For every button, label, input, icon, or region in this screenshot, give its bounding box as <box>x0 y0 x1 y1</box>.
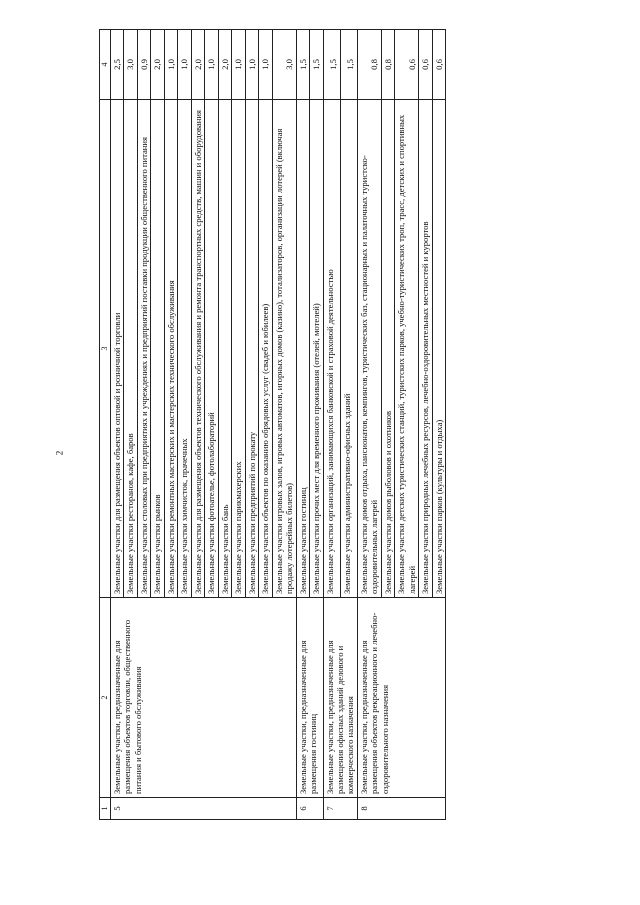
row-value: 0,6 <box>419 30 432 100</box>
row-description: Земельные участки объектов по оказанию обрядовых услуг (свадеб и юбилеев) <box>259 100 272 598</box>
row-value: 2,0 <box>218 30 231 100</box>
row-value: 3,0 <box>272 30 296 100</box>
header-cell: 3 <box>100 100 111 598</box>
table-row <box>357 30 381 820</box>
row-value: 1,0 <box>232 30 245 100</box>
row-description: Земельные участки детских туристических станций, туристских парков, учебно-туристических троп, трасс, детских и спортивных лагерей <box>395 100 419 598</box>
header-cell: 2 <box>100 598 111 798</box>
row-description: Земельные участки организаций, занимающихся банковской и страховой деятельностью <box>323 100 340 598</box>
group-category: Земельные участки, предназначенные для размещения офисных зданий делового и коммерческого назначения <box>323 598 357 798</box>
row-description: Земельные участки химчисток, прачечных <box>178 100 191 598</box>
row-value: 0,8 <box>381 30 394 100</box>
row-value: 2,5 <box>110 30 123 100</box>
row-value: 1,5 <box>296 30 309 100</box>
row-value: 1,5 <box>323 30 340 100</box>
table-header-row <box>100 30 111 820</box>
row-description: Земельные участки рынков <box>151 100 164 598</box>
row-value: 1,0 <box>178 30 191 100</box>
header-cell: 1 <box>100 798 111 820</box>
row-value: 0,6 <box>395 30 419 100</box>
row-description: Земельные участки для размещения объектов технического обслуживания и ремонта транспортных средств, машин и оборудования <box>191 100 204 598</box>
row-description: Земельные участки ресторанов, кафе, баров <box>124 100 137 598</box>
row-description: Земельные участки природных лечебных ресурсов, лечебно-оздоровительных местностей и курортов <box>419 100 432 598</box>
row-description: Земельные участки гостиниц <box>296 100 309 598</box>
group-category: Земельные участки, предназначенные для размещения гостиниц <box>296 598 323 798</box>
row-value: 0,9 <box>137 30 150 100</box>
row-description: Земельные участки для размещения объектов оптовой и розничной торговли <box>110 100 123 598</box>
row-value: 0,6 <box>432 30 445 100</box>
table-row <box>323 30 340 820</box>
group-number: 6 <box>296 798 323 820</box>
table-row <box>110 30 123 820</box>
row-description: Земельные участки парикмахерских <box>232 100 245 598</box>
rates-table <box>99 29 446 820</box>
group-number: 8 <box>357 798 445 820</box>
header-cell: 4 <box>100 30 111 100</box>
row-value: 1,5 <box>340 30 357 100</box>
table-row <box>296 30 309 820</box>
row-description: Земельные участки предприятий по прокату <box>245 100 258 598</box>
row-description: Земельные участки игровых залов, игровых автоматов, игорных домов (казино), тотализаторов, организации лотерей (включая продажу лотерейных билетов) <box>272 100 296 598</box>
group-number: 5 <box>110 798 296 820</box>
row-value: 1,0 <box>245 30 258 100</box>
row-description: Земельные участки фотоателье, фотолабораторий <box>205 100 218 598</box>
row-value: 3,0 <box>124 30 137 100</box>
row-value: 1,0 <box>205 30 218 100</box>
row-value: 1,0 <box>259 30 272 100</box>
row-description: Земельные участки домов рыболовов и охотников <box>381 100 394 598</box>
row-description: Земельные участки ремонтных мастерских и мастерских технического обслуживания <box>164 100 177 598</box>
row-description: Земельные участки прочих мест для временного проживания (отелей, мотелей) <box>310 100 323 598</box>
row-value: 2,0 <box>191 30 204 100</box>
row-value: 0,8 <box>357 30 381 100</box>
group-category: Земельные участки, предназначенные для размещения объектов рекреационного и лечебно-оздоровительного назначения <box>357 598 445 798</box>
row-value: 1,0 <box>164 30 177 100</box>
page-number: 2 <box>54 450 65 456</box>
row-value: 1,5 <box>310 30 323 100</box>
row-value: 2,0 <box>151 30 164 100</box>
group-number: 7 <box>323 798 357 820</box>
rates-table-body <box>100 30 446 820</box>
rotated-table-container <box>99 30 609 820</box>
row-description: Земельные участки домов отдыха, пансионатов, кемпингов, туристических баз, стационарных и палаточных туристско-оздоровительных лагерей <box>357 100 381 598</box>
row-description: Земельные участки бань <box>218 100 231 598</box>
row-description: Земельные участки парков (культуры и отдыха) <box>432 100 445 598</box>
group-category: Земельные участки, предназначенные для размещения объектов торговли, общественного питания и бытового обслуживания <box>110 598 296 798</box>
row-description: Земельные участки столовых при предприятиях и учреждениях и предприятий поставки продукции общественного питания <box>137 100 150 598</box>
row-description: Земельные участки административно-офисных зданий <box>340 100 357 598</box>
